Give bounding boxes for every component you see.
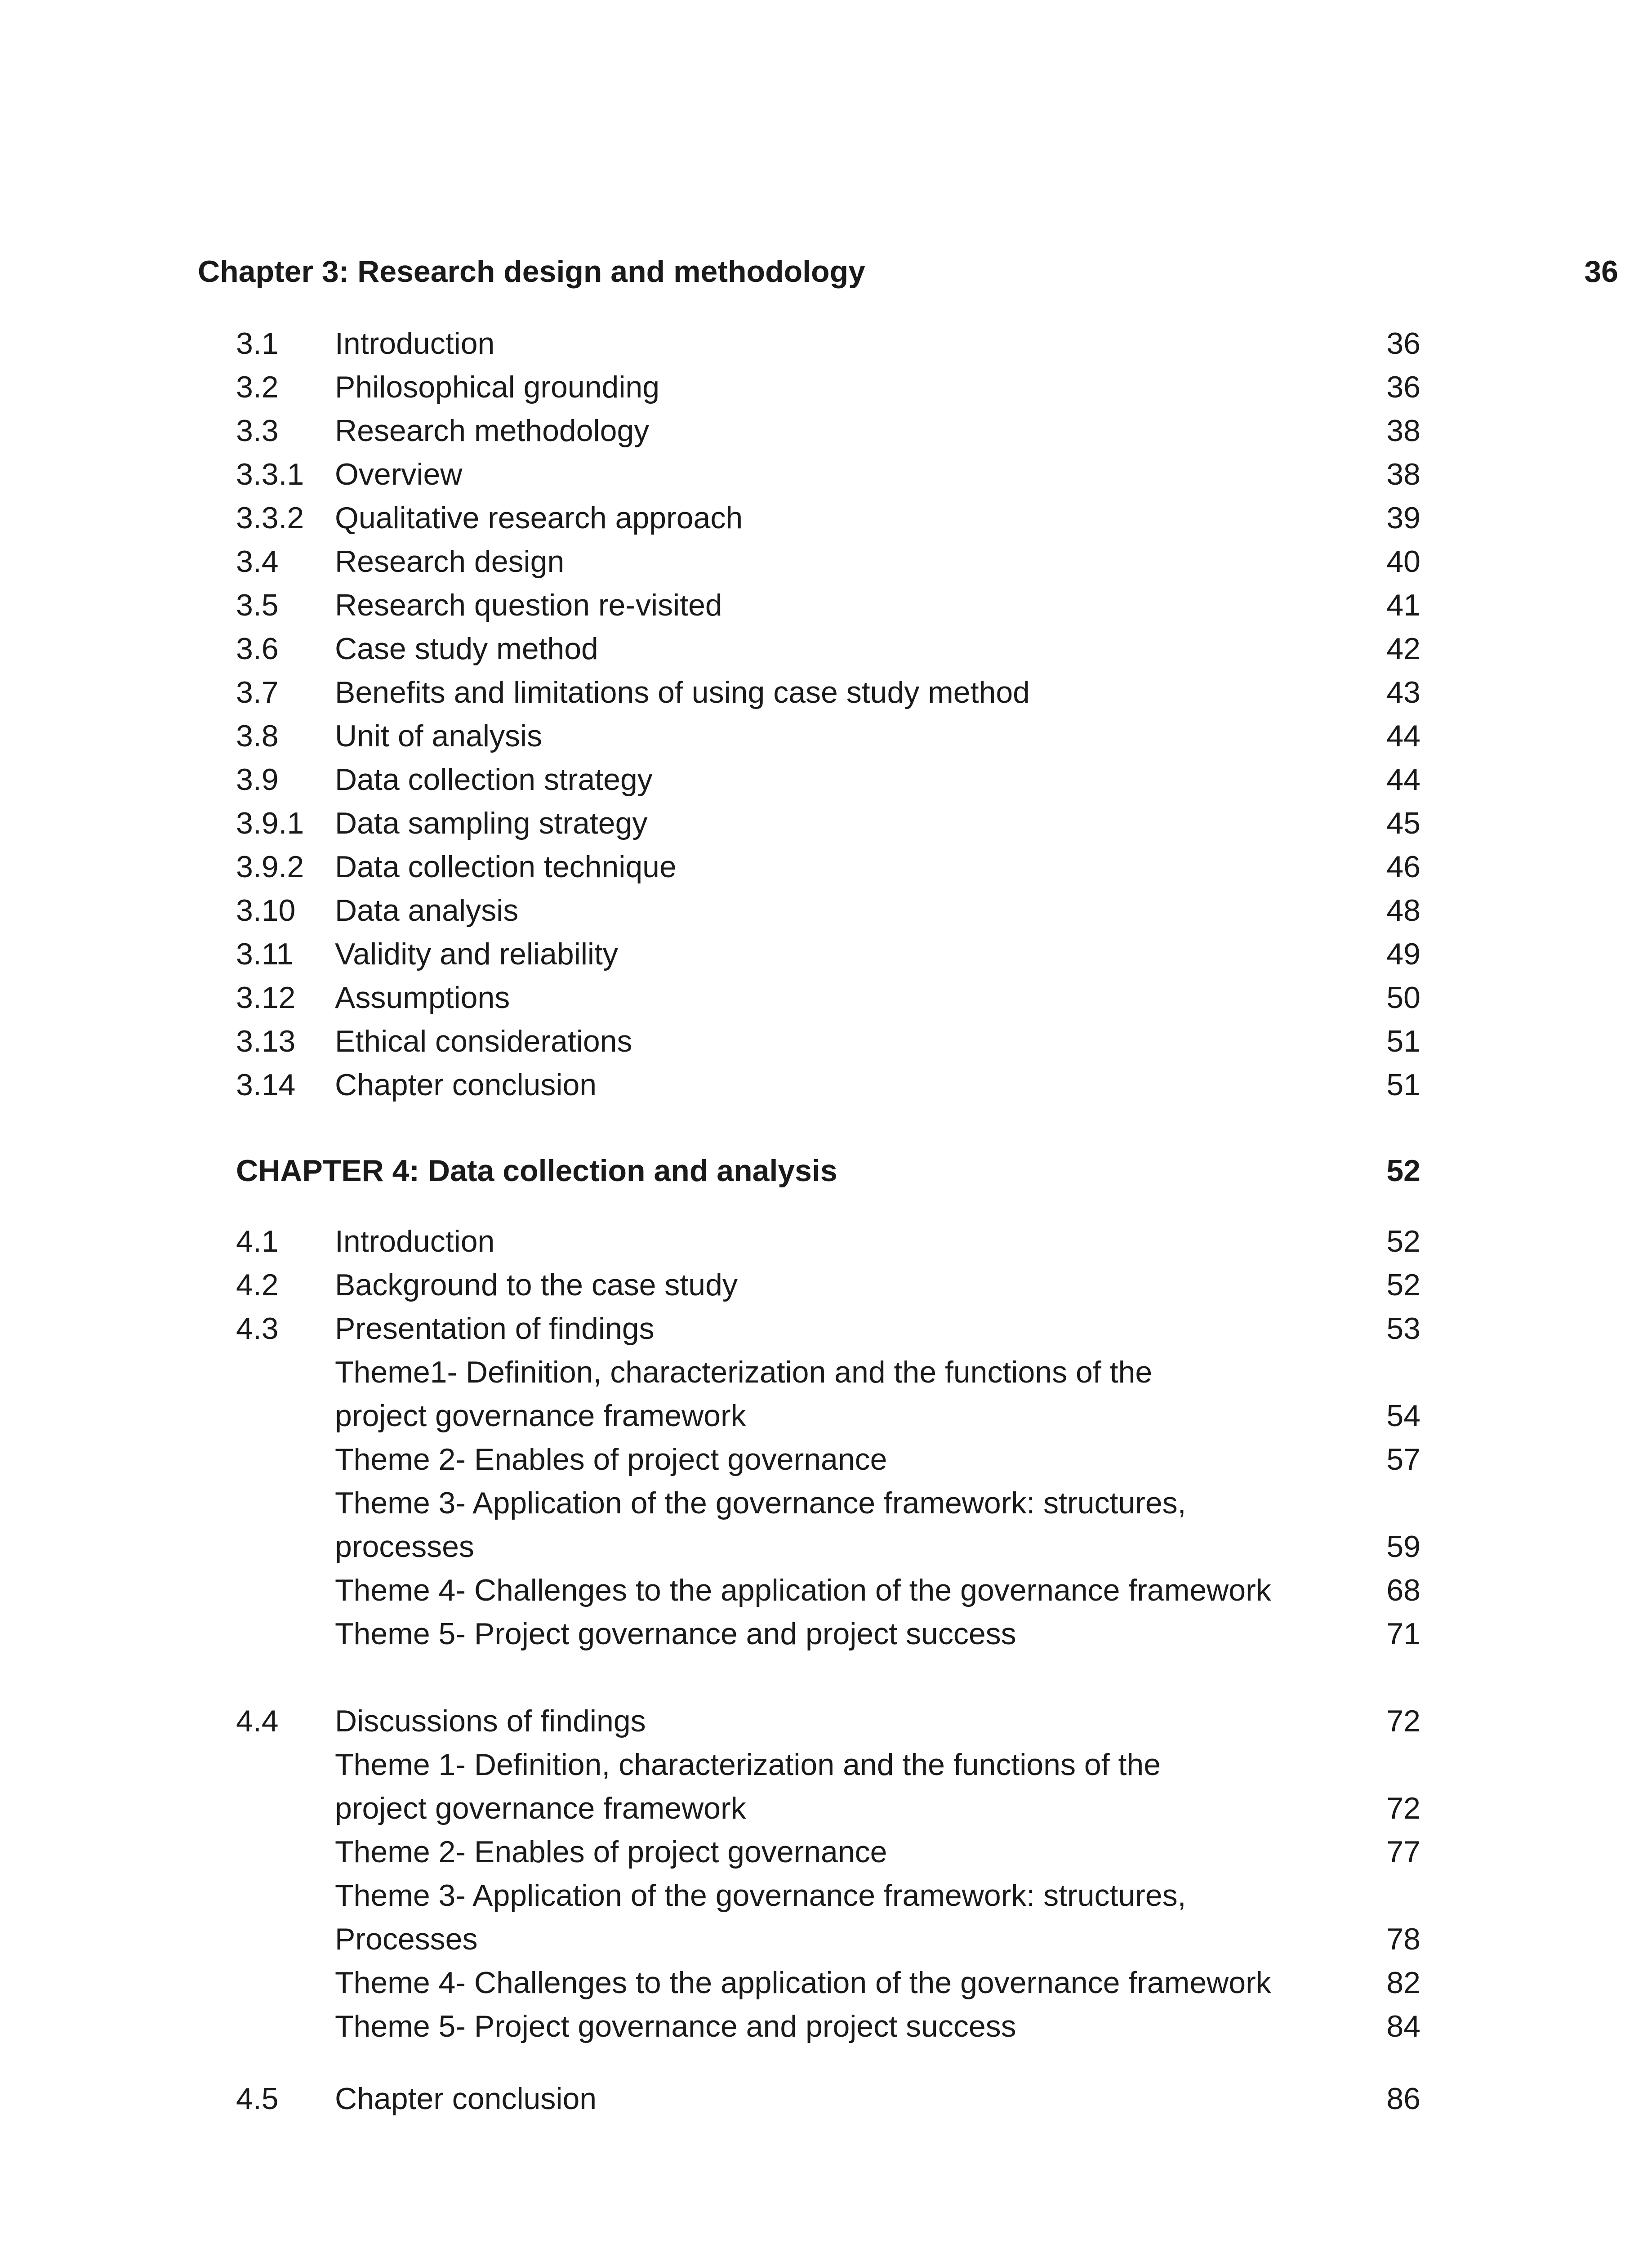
toc-entry-page: 52 bbox=[1386, 1268, 1420, 1302]
toc-entry-page: 42 bbox=[1386, 632, 1420, 666]
toc-entry-number: 3.7 bbox=[236, 675, 279, 709]
toc-entry-title: Introduction bbox=[335, 1224, 495, 1258]
toc-entry-page: 54 bbox=[1386, 1399, 1420, 1433]
toc-entry bbox=[0, 1263, 1652, 1307]
toc-entry-title: Unit of analysis bbox=[335, 719, 543, 753]
toc-entry-number: 3.3.1 bbox=[236, 457, 304, 491]
toc-entry-number: 4.3 bbox=[236, 1311, 279, 1346]
toc-entry-page: 36 bbox=[1386, 326, 1420, 361]
toc-entry-title: Introduction bbox=[335, 326, 495, 361]
toc-entry-title: Data sampling strategy bbox=[335, 806, 648, 840]
toc-entry-page: 68 bbox=[1386, 1573, 1420, 1607]
chapter3-heading bbox=[198, 254, 1618, 289]
toc-entry-title: Validity and reliability bbox=[335, 937, 618, 971]
toc-entry-title: Chapter conclusion bbox=[335, 1068, 597, 1102]
toc-entry-title: Processes bbox=[335, 1922, 478, 1956]
toc-entry bbox=[0, 1612, 1652, 1656]
toc-entry-number: 3.14 bbox=[236, 1068, 296, 1102]
toc-entry-number: 4.1 bbox=[236, 1224, 279, 1258]
toc-entry-page: 41 bbox=[1386, 588, 1420, 622]
toc-entry-page: 53 bbox=[1386, 1311, 1420, 1346]
toc-entry bbox=[0, 1699, 1652, 1743]
toc-entry bbox=[0, 322, 1652, 366]
toc-entry-number: 3.4 bbox=[236, 544, 279, 579]
toc-entry-number: 3.10 bbox=[236, 893, 296, 928]
toc-entry bbox=[0, 1830, 1652, 1874]
toc-entry-page: 46 bbox=[1386, 850, 1420, 884]
toc-entry bbox=[0, 1787, 1652, 1830]
toc-entry-number: 3.8 bbox=[236, 719, 279, 753]
toc-entry-page: 78 bbox=[1386, 1922, 1420, 1956]
toc-entry-title: Theme 3- Application of the governance framework: structures, bbox=[335, 1486, 1186, 1520]
toc-entry-title: project governance framework bbox=[335, 1791, 746, 1825]
toc-entry-title: Data analysis bbox=[335, 893, 519, 928]
toc-entry-title: Presentation of findings bbox=[335, 1311, 655, 1346]
toc-entry-title: Research methodology bbox=[335, 414, 650, 448]
chapter4-heading-page: 52 bbox=[1386, 1154, 1420, 1188]
toc-entry bbox=[0, 758, 1652, 802]
toc-entry-number: 4.4 bbox=[236, 1704, 279, 1738]
toc-entry-page: 51 bbox=[1386, 1024, 1420, 1058]
toc-entry-page: 71 bbox=[1386, 1617, 1420, 1651]
toc-entry bbox=[0, 1481, 1652, 1525]
toc-entry-title: Theme 4- Challenges to the application of the governance framework bbox=[335, 1573, 1271, 1607]
toc-entry-page: 38 bbox=[1386, 414, 1420, 448]
toc-entry-title: Theme1- Definition, characterization and the functions of the bbox=[335, 1355, 1153, 1389]
toc-entry-page: 59 bbox=[1386, 1530, 1420, 1564]
toc-entry bbox=[0, 584, 1652, 627]
toc-entry bbox=[0, 889, 1652, 932]
toc-entry-title: Theme 5- Project governance and project success bbox=[335, 1617, 1016, 1651]
toc-entry bbox=[0, 1220, 1652, 1263]
toc-entry-number: 4.5 bbox=[236, 2082, 279, 2116]
toc-entry-page: 86 bbox=[1386, 2082, 1420, 2116]
toc-entry-page: 44 bbox=[1386, 763, 1420, 797]
toc-entry-page: 49 bbox=[1386, 937, 1420, 971]
toc-entry-title: Theme 4- Challenges to the application of the governance framework bbox=[335, 1966, 1271, 2000]
toc-entry-title: processes bbox=[335, 1530, 474, 1564]
toc-entry-title: Research design bbox=[335, 544, 565, 579]
toc-entry-title: Assumptions bbox=[335, 981, 510, 1015]
toc-entry bbox=[0, 409, 1652, 453]
chapter3-heading-title: Chapter 3: Research design and methodology bbox=[198, 254, 865, 289]
toc-entry-title: Chapter conclusion bbox=[335, 2082, 597, 2116]
toc-entry-page: 43 bbox=[1386, 675, 1420, 709]
toc-entry-title: Case study method bbox=[335, 632, 598, 666]
toc-entry-page: 39 bbox=[1386, 501, 1420, 535]
toc-entry-title: Discussions of findings bbox=[335, 1704, 646, 1738]
toc-entry-title: Theme 1- Definition, characterization and the functions of the bbox=[335, 1748, 1161, 1782]
toc-entry-title: Research question re-visited bbox=[335, 588, 722, 622]
toc-entry-number: 3.3 bbox=[236, 414, 279, 448]
toc-entry bbox=[0, 1961, 1652, 2005]
toc-entry-page: 50 bbox=[1386, 981, 1420, 1015]
toc-entry-title: Benefits and limitations of using case study method bbox=[335, 675, 1030, 709]
toc-entry-title: project governance framework bbox=[335, 1399, 746, 1433]
toc-entry bbox=[0, 976, 1652, 1020]
toc-entry-title: Background to the case study bbox=[335, 1268, 738, 1302]
toc-entry-number: 3.13 bbox=[236, 1024, 296, 1058]
chapter3-heading-page: 36 bbox=[1584, 254, 1618, 289]
toc-entry-page: 48 bbox=[1386, 893, 1420, 928]
toc-entry bbox=[0, 671, 1652, 714]
toc-entry-page: 36 bbox=[1386, 370, 1420, 404]
toc-entry bbox=[0, 1394, 1652, 1438]
toc-entry bbox=[0, 1918, 1652, 1961]
toc-entry bbox=[0, 1351, 1652, 1394]
toc-entry-page: 38 bbox=[1386, 457, 1420, 491]
toc-entry-number: 3.1 bbox=[236, 326, 279, 361]
toc-entry-title: Data collection technique bbox=[335, 850, 677, 884]
toc-entry-number: 3.9 bbox=[236, 763, 279, 797]
toc-entry-number: 3.2 bbox=[236, 370, 279, 404]
toc-entry-page: 52 bbox=[1386, 1224, 1420, 1258]
toc-entry-page: 40 bbox=[1386, 544, 1420, 579]
toc-entry bbox=[0, 366, 1652, 409]
toc-entry-title: Overview bbox=[335, 457, 463, 491]
toc-entry-page: 45 bbox=[1386, 806, 1420, 840]
toc-entry bbox=[0, 540, 1652, 584]
toc-entry-number: 3.9.2 bbox=[236, 850, 304, 884]
toc-entry-page: 44 bbox=[1386, 719, 1420, 753]
toc-entry bbox=[0, 1874, 1652, 1918]
toc-entry bbox=[0, 2005, 1652, 2048]
toc-entry-page: 77 bbox=[1386, 1835, 1420, 1869]
toc-entry-page: 72 bbox=[1386, 1791, 1420, 1825]
toc-entry bbox=[0, 1569, 1652, 1612]
toc-entry-number: 3.6 bbox=[236, 632, 279, 666]
toc-entry-number: 3.12 bbox=[236, 981, 296, 1015]
toc-entry-page: 84 bbox=[1386, 2009, 1420, 2043]
toc-entry bbox=[0, 496, 1652, 540]
toc-entry bbox=[0, 1307, 1652, 1351]
toc-entry bbox=[0, 453, 1652, 496]
toc-entry-number: 3.11 bbox=[236, 937, 294, 971]
toc-entry bbox=[0, 714, 1652, 758]
toc-entry bbox=[0, 802, 1652, 845]
toc-entry-title: Ethical considerations bbox=[335, 1024, 632, 1058]
toc-entry-title: Theme 3- Application of the governance framework: structures, bbox=[335, 1878, 1186, 1913]
toc-entry-title: Data collection strategy bbox=[335, 763, 653, 797]
toc-entry-title: Theme 5- Project governance and project success bbox=[335, 2009, 1016, 2043]
toc-entry-page: 72 bbox=[1386, 1704, 1420, 1738]
toc-entry bbox=[0, 845, 1652, 889]
toc-entry-number: 4.2 bbox=[236, 1268, 279, 1302]
toc-entry bbox=[0, 627, 1652, 671]
chapter4-heading bbox=[236, 1155, 1420, 1186]
toc-entry-title: Theme 2- Enables of project governance bbox=[335, 1835, 887, 1869]
toc-entry bbox=[0, 1525, 1652, 1569]
toc-entry bbox=[0, 932, 1652, 976]
toc-entry-number: 3.9.1 bbox=[236, 806, 304, 840]
toc-entry-page: 51 bbox=[1386, 1068, 1420, 1102]
toc-entry-page: 57 bbox=[1386, 1442, 1420, 1476]
toc-entry bbox=[0, 1020, 1652, 1063]
toc-entry-title: Philosophical grounding bbox=[335, 370, 660, 404]
toc-entry bbox=[0, 1063, 1652, 1107]
toc-entry-title: Qualitative research approach bbox=[335, 501, 743, 535]
toc-entry-number: 3.5 bbox=[236, 588, 279, 622]
chapter4-heading-title: CHAPTER 4: Data collection and analysis bbox=[236, 1154, 837, 1188]
toc-entry bbox=[0, 2077, 1652, 2121]
toc-entry bbox=[0, 1743, 1652, 1787]
toc-entry-page: 82 bbox=[1386, 1966, 1420, 2000]
toc-entry bbox=[0, 1438, 1652, 1481]
toc-entry-title: Theme 2- Enables of project governance bbox=[335, 1442, 887, 1476]
toc-entry-number: 3.3.2 bbox=[236, 501, 304, 535]
